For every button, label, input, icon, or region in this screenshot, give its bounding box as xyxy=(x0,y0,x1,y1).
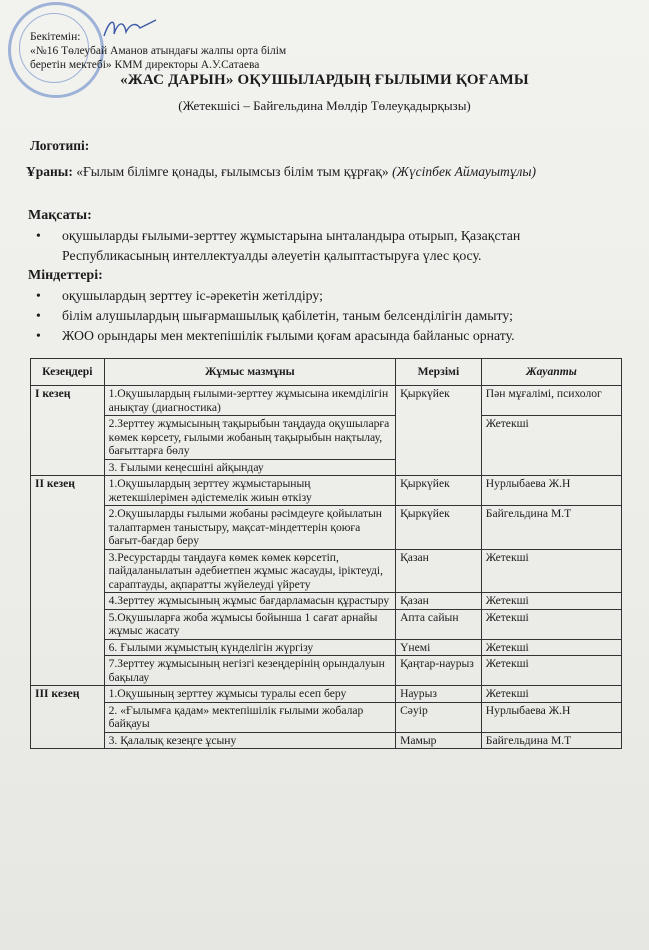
content-cell: 6. Ғылыми жұмыстың күнделігін жүргізу xyxy=(104,639,395,656)
header-date: Мерзімі xyxy=(396,359,482,386)
motto xyxy=(26,162,616,182)
date-cell: Наурыз xyxy=(396,686,482,703)
list-item: • білім алушылардың шығармашылық қабілетін, таным белсенділігін дамыту; xyxy=(36,308,513,323)
content-cell: 2.Оқушыларды ғылыми жобаны рәсімдеуге қойылатын талаптармен таныстыру, мақсат-міндеттерін қоюға бағыт-бағдар беру xyxy=(104,506,395,550)
header-responsible: Жауапты xyxy=(481,359,621,386)
header-content: Жұмыс мазмұны xyxy=(104,359,395,386)
goals-list xyxy=(28,226,628,266)
table-row xyxy=(31,416,622,460)
date-cell: Мамыр xyxy=(396,732,482,749)
table-row xyxy=(31,686,622,703)
date-cell: Үнемі xyxy=(396,639,482,656)
responsible-cell: Нурлыбаева Ж.Н xyxy=(481,476,621,506)
stage-cell: ІІ кезең xyxy=(31,476,105,686)
responsible-cell: Жетекші xyxy=(481,549,621,593)
content-cell: 2. «Ғылымға қадам» мектепішілік ғылыми жобалар байқауы xyxy=(104,702,395,732)
date-cell: Қаңтар-наурыз xyxy=(396,656,482,686)
document-title: «ЖАС ДАРЫН» ОҚУШЫЛАРДЫҢ ҒЫЛЫМИ ҚОҒАМЫ xyxy=(120,72,529,88)
responsible-cell: Жетекші xyxy=(481,609,621,639)
list-item: • ЖОО орындары мен мектепішілік ғылыми қоғам арасында байланыс орнату. xyxy=(36,328,515,343)
goals-heading: Мақсаты: xyxy=(28,208,92,223)
responsible-cell: Байгельдина М.Т xyxy=(481,506,621,550)
motto-label: Ұраны: xyxy=(26,164,73,179)
responsible-cell: Жетекші xyxy=(481,686,621,703)
table-row xyxy=(31,639,622,656)
table-row xyxy=(31,702,622,732)
work-plan-table xyxy=(30,358,622,749)
content-cell: 2.Зерттеу жұмысының тақырыбын таңдауда оқушыларға көмек көрсету, ғылыми жобаның тақырыбын нақтылау, бағыттарға бөлу xyxy=(104,416,395,460)
approval-line-2: «№16 Төлеубай Аманов атындағы жалпы орта білім xyxy=(30,45,287,57)
tasks-heading: Міндеттері: xyxy=(28,268,103,283)
date-cell: Сәуір xyxy=(396,702,482,732)
date-cell: Қазан xyxy=(396,549,482,593)
table-row xyxy=(31,732,622,749)
table-row xyxy=(31,549,622,593)
table-header-row xyxy=(31,359,622,386)
responsible-cell: Жетекші xyxy=(481,593,621,610)
responsible-cell: Жетекші xyxy=(481,656,621,686)
approval-block xyxy=(30,30,286,72)
content-cell: 1.Оқушының зерттеу жұмысы туралы есеп беру xyxy=(104,686,395,703)
responsible-cell: Жетекші xyxy=(481,639,621,656)
list-item: • оқушыларды ғылыми-зерттеу жұмыстарына ынталандыра отырып, Қазақстан Республикасының интеллектуалды әлеуетін қалыптастыруға үлес қосу. xyxy=(36,228,521,263)
approval-line-3: беретін мектебі» КММ директоры А.У.Сатаева xyxy=(30,59,260,71)
date-cell: Қазан xyxy=(396,593,482,610)
content-cell: 5.Оқушыларға жоба жұмысы бойынша 1 сағат арнайы жұмыс жасату xyxy=(104,609,395,639)
date-cell: Қыркүйек xyxy=(396,386,482,476)
header-stage: Кезеңдері xyxy=(31,359,105,386)
list-item: • оқушылардың зерттеу іс-әрекетін жетілдіру; xyxy=(36,288,323,303)
tasks-list xyxy=(28,286,628,346)
content-cell: 3.Ресурстарды таңдауға көмек көмек көрсетіп, пайдаланылатын әдебиетпен жұмыс жасауды, іріктеуді, сараптауды, ақпаратты жүйелеуді үйрету xyxy=(104,549,395,593)
table-row xyxy=(31,506,622,550)
responsible-cell: Пән мұғалімі, психолог xyxy=(481,386,621,416)
motto-author: (Жүсіпбек Аймауытұлы) xyxy=(392,164,536,179)
approval-line-1: Бекітемін: xyxy=(30,31,81,43)
content-cell: 1.Оқушылардың ғылыми-зерттеу жұмысына икемділігін анықтау (диагностика) xyxy=(104,386,395,416)
logo-label: Логотипі: xyxy=(30,138,90,153)
content-cell: 3. Ғылыми кеңесшіні айқындау xyxy=(104,459,395,476)
table-row xyxy=(31,609,622,639)
table-row xyxy=(31,386,622,416)
date-cell: Қыркүйек xyxy=(396,476,482,506)
responsible-cell: Жетекші xyxy=(481,416,621,476)
motto-text: «Ғылым білімге қонады, ғылымсыз білім тым құрғақ» xyxy=(76,164,389,179)
table-row xyxy=(31,476,622,506)
table-row xyxy=(31,656,622,686)
stage-cell: ІІІ кезең xyxy=(31,686,105,749)
content-cell: 4.Зерттеу жұмысының жұмыс бағдарламасын құрастыру xyxy=(104,593,395,610)
date-cell: Апта сайын xyxy=(396,609,482,639)
responsible-cell: Байгельдина М.Т xyxy=(481,732,621,749)
content-cell: 1.Оқушылардың зерттеу жұмыстарының жетекшілерімен әдістемелік жиын өткізу xyxy=(104,476,395,506)
stage-cell: І кезең xyxy=(31,386,105,476)
responsible-cell: Нурлыбаева Ж.Н xyxy=(481,702,621,732)
date-cell: Қыркүйек xyxy=(396,506,482,550)
document-subtitle: (Жетекшісі – Байгельдина Мөлдір Төлеуқадырқызы) xyxy=(178,98,471,113)
content-cell: 7.Зерттеу жұмысының негізгі кезеңдерінің орындалуын бақылау xyxy=(104,656,395,686)
content-cell: 3. Қалалық кезеңге ұсыну xyxy=(104,732,395,749)
table-row xyxy=(31,593,622,610)
